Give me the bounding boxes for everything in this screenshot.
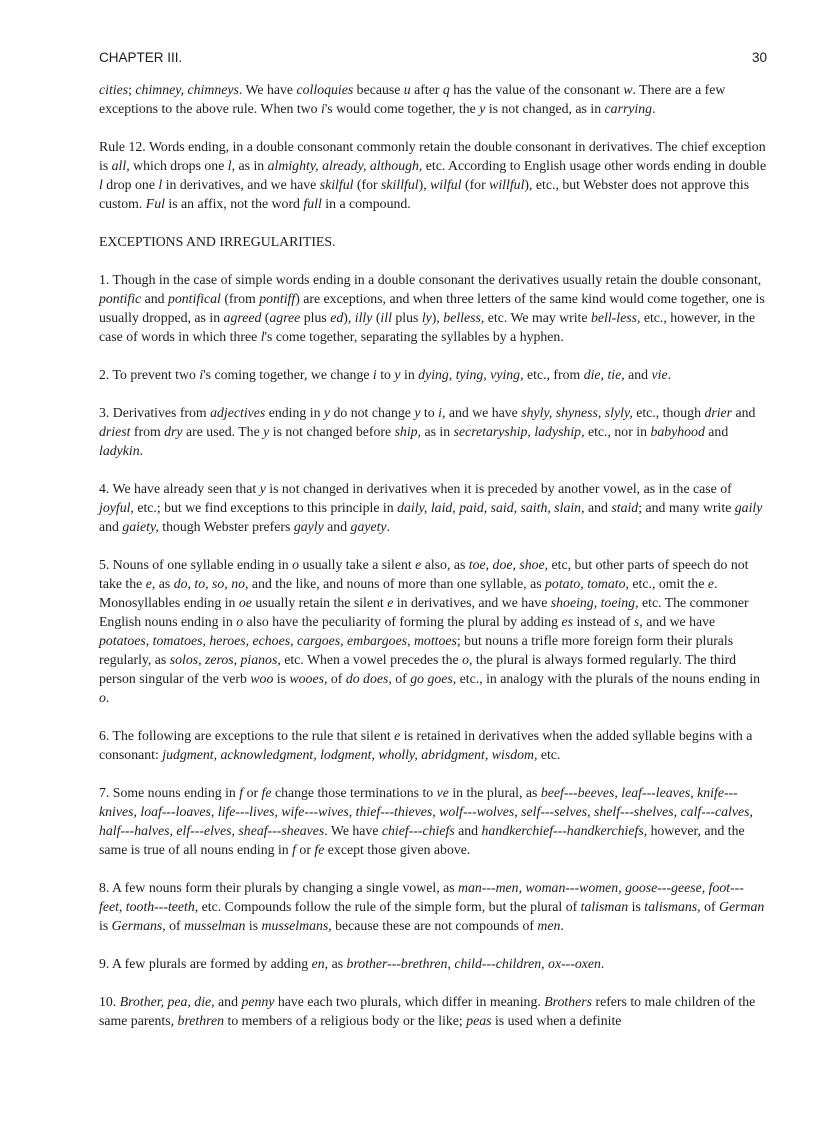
section-heading: EXCEPTIONS AND IRREGULARITIES. <box>99 234 336 249</box>
italic-term: penny <box>241 994 275 1009</box>
italic-term: skillful <box>381 177 419 192</box>
paragraph: 7. Some nouns ending in f or fe change those terminations to ve in the plural, as beef---beeves, leaf---leaves, knife---knives, loaf---loaves, life---lives, wife---wives, thief---thieves, wolf---wolves, self---selves, shelf---shelves, calf---calves, half---halves, elf---elves, sheaf---sheaves. We have chief---chiefs and handkerchief---handkerchiefs, however, and the same is true of all nouns ending in f or fe except those given above. <box>99 785 753 857</box>
paragraph: 4. We have already seen that y is not changed in derivatives when it is preceded by another vowel, as in the case of joyful, etc.; but we find exceptions to this principle in daily, laid, paid, said, saith, slain, and staid; and many write gaily and gaiety, though Webster prefers gayly and gayety. <box>99 481 763 534</box>
italic-term: willful <box>489 177 525 192</box>
italic-term: German <box>719 899 765 914</box>
italic-term: ed <box>330 310 344 325</box>
italic-term: pontifical <box>167 291 221 306</box>
italic-term: woo <box>250 671 274 686</box>
italic-term: Brothers <box>544 994 593 1009</box>
italic-term: i <box>199 367 204 382</box>
italic-term: gayety <box>350 519 387 534</box>
italic-term: o <box>99 690 106 705</box>
italic-term: toe, doe, shoe, <box>468 557 549 572</box>
italic-term: peas <box>466 1013 492 1028</box>
page-number: 30 <box>751 50 767 65</box>
italic-term: drier <box>704 405 733 420</box>
italic-term: driest <box>99 424 131 439</box>
italic-term: die, tie, <box>583 367 625 382</box>
paragraph: 9. A few plurals are formed by adding en, as brother---brethren, child---children, ox---oxen. <box>99 956 605 971</box>
italic-term: do, to, so, no, <box>173 576 249 591</box>
body-text <box>99 80 767 1030</box>
italic-term: Brother, pea, die, <box>119 994 215 1009</box>
italic-term: men <box>537 918 561 933</box>
italic-term: ship, <box>394 424 422 439</box>
italic-term: pontific <box>99 291 142 306</box>
italic-term: s, <box>633 614 643 629</box>
italic-term: gaily <box>734 500 763 515</box>
italic-term: ve <box>436 785 449 800</box>
italic-term: brother---brethren, child---children, ox---oxen <box>346 956 601 971</box>
italic-term: Germans, <box>111 918 166 933</box>
italic-term: chief---chiefs <box>381 823 455 838</box>
italic-term: dry <box>164 424 183 439</box>
paragraph: 10. Brother, pea, die, and penny have each two plurals, which differ in meaning. Brothers refers to male children of the same parents, brethren to members of a religious body or the like; peas is used when a definite <box>99 994 756 1028</box>
italic-term: Ful <box>145 196 165 211</box>
italic-term: w <box>623 82 633 97</box>
italic-term: fe <box>314 842 325 857</box>
italic-term: e <box>387 595 394 610</box>
italic-term: l, <box>227 158 236 173</box>
italic-term: illy <box>354 310 373 325</box>
italic-term: musselman <box>184 918 246 933</box>
italic-term: fe <box>261 785 272 800</box>
italic-term: judgment, acknowledgment, lodgment, wholly, abridgment, wisdom, <box>162 747 538 762</box>
italic-term: o <box>292 557 300 572</box>
italic-term: es <box>561 614 573 629</box>
italic-term: daily, laid, paid, said, saith, slain, <box>397 500 585 515</box>
italic-term: shyly, shyness, slyly, <box>521 405 633 420</box>
italic-term: e <box>707 576 715 591</box>
italic-term: oe <box>238 595 252 610</box>
italic-term: ill <box>380 310 392 325</box>
italic-term: potatoes, tomatoes, heroes, echoes, cargoes, embargoes, mottoes <box>99 633 457 648</box>
paragraph: cities; chimney, chimneys. We have colloquies because u after q has the value of the consonant w. There are a few exceptions to the above rule. When two i's would come together, the y is not changed, as in carrying. <box>99 82 726 116</box>
paragraph: 2. To prevent two i's coming together, we change i to y in dying, tying, vying, etc., from die, tie, and vie. <box>99 367 672 382</box>
italic-term: skilful <box>319 177 354 192</box>
italic-term: f <box>292 842 296 857</box>
italic-term: all, <box>111 158 130 173</box>
page <box>99 50 767 1049</box>
italic-term: handkerchief---handkerchiefs, <box>481 823 648 838</box>
italic-term: shoeing, toeing, <box>550 595 639 610</box>
italic-term: beef---beeves, leaf---leaves, knife---knives, loaf---loaves, life---lives, wife---wives, thief---thieves, wolf---wolves, self---selves, shelf---shelves, calf---calves, half---halves, elf---elves, sheaf---sheaves <box>99 785 753 838</box>
italic-term: ladykin <box>99 443 140 458</box>
italic-term: carrying <box>604 101 653 116</box>
italic-term: y <box>263 424 270 439</box>
paragraph: 1. Though in the case of simple words ending in a double consonant the derivatives usually retain the double consonant, pontific and pontifical (from pontiff) are exceptions, and when three letters of the same kind would come together, one is usually dropped, as in agreed (agree plus ed), illy (ill plus ly), belless, etc. We may write bell-less, etc., however, in the case of words in which three l's come together, separating the syllables by a hyphen. <box>99 272 765 344</box>
italic-term: y <box>259 481 266 496</box>
italic-term: colloquies <box>296 82 354 97</box>
italic-term: almighty, already, although, <box>267 158 423 173</box>
italic-term: joyful, <box>99 500 134 515</box>
italic-term: full <box>303 196 322 211</box>
italic-term: l <box>260 329 265 344</box>
italic-term: talismans, <box>644 899 701 914</box>
italic-term: agreed <box>223 310 262 325</box>
paragraph: 5. Nouns of one syllable ending in o usually take a silent e also, as toe, doe, shoe, etc, but other parts of speech do not take the e, as do, to, so, no, and the like, and nouns of more than one syllable, as potato, tomato, etc., omit the e. Monosyllables ending in oe usually retain the silent e in derivatives, and we have shoeing, toeing, etc. The commoner English nouns ending in o also have the peculiarity of forming the plural by adding es instead of s, and we have potatoes, tomatoes, heroes, echoes, cargoes, embargoes, mottoes; but nouns a trifle more foreign form their plurals regularly, as solos, zeros, pianos, etc. When a vowel precedes the o, the plural is always formed regularly. The third person singular of the verb woo is wooes, of do does, of go goes, etc., in analogy with the plurals of the nouns ending in o. <box>99 557 761 705</box>
running-head <box>99 50 767 72</box>
italic-term: adjectives <box>210 405 266 420</box>
italic-term: talisman <box>580 899 629 914</box>
italic-term: ly <box>421 310 432 325</box>
italic-term: f <box>239 785 244 800</box>
italic-term: l <box>99 177 103 192</box>
italic-term: y <box>394 367 401 382</box>
italic-term: chimney, chimneys <box>135 82 239 97</box>
italic-term: bell-less, <box>590 310 641 325</box>
italic-term: pontiff <box>259 291 296 306</box>
italic-term: cities <box>99 82 129 97</box>
italic-term: wooes, <box>289 671 328 686</box>
italic-term: secretaryship, ladyship, <box>453 424 585 439</box>
italic-term: i <box>438 405 442 420</box>
italic-term: do does, <box>345 671 392 686</box>
italic-term: dying, tying, vying, <box>418 367 524 382</box>
italic-term: q <box>442 82 450 97</box>
italic-term: babyhood <box>650 424 705 439</box>
paragraph: Rule 12. Words ending, in a double consonant commonly retain the double consonant in derivatives. The chief exception is all, which drops one l, as in almighty, already, although, etc. According to English usage other words ending in double l drop one l in derivatives, and we have skilful (for skillful), wilful (for willful), etc., but Webster does not approve this custom. Ful is an affix, not the word full in a compound. <box>99 139 767 211</box>
italic-term: y <box>414 405 421 420</box>
italic-term: vie <box>651 367 668 382</box>
italic-term: musselmans, <box>261 918 332 933</box>
italic-term: gaiety, <box>122 519 159 534</box>
italic-term: o <box>236 614 244 629</box>
italic-term: l <box>158 177 163 192</box>
paragraph: 8. A few nouns form their plurals by changing a single vowel, as man---men, woman---women, goose---geese, foot---feet, tooth---teeth, etc. Compounds follow the rule of the simple form, but the plural of talisman is talismans, of German is Germans, of musselman is musselmans, because these are not compounds of men. <box>99 880 765 933</box>
italic-term: u <box>403 82 411 97</box>
italic-term: solos, zeros, pianos, <box>169 652 281 667</box>
paragraph: 6. The following are exceptions to the rule that silent e is retained in derivatives when the added syllable begins with a consonant: judgment, acknowledgment, lodgment, wholly, abridgment, wisdom, etc. <box>99 728 753 762</box>
italic-term: staid <box>611 500 639 515</box>
italic-term: potato, tomato, <box>545 576 629 591</box>
italic-term: e, <box>145 576 156 591</box>
italic-term: brethren <box>177 1013 225 1028</box>
italic-term: en, <box>311 956 329 971</box>
italic-term: o, <box>462 652 473 667</box>
chapter-title: CHAPTER III. <box>99 50 183 65</box>
italic-term: wilful <box>430 177 462 192</box>
italic-term: y <box>323 405 331 420</box>
italic-term: man---men, woman---women, goose---geese, foot---feet, tooth---teeth, <box>99 880 744 914</box>
italic-term: go goes, <box>410 671 457 686</box>
italic-term: i <box>320 101 325 116</box>
italic-term: i <box>372 367 377 382</box>
paragraph: 3. Derivatives from adjectives ending in y do not change y to i, and we have shyly, shyness, slyly, etc., though drier and driest from dry are used. The y is not changed before ship, as in secretaryship, ladyship, etc., nor in babyhood and ladykin. <box>99 405 756 458</box>
italic-term: gayly <box>293 519 324 534</box>
italic-term: belless, <box>443 310 485 325</box>
italic-term: y <box>479 101 486 116</box>
italic-term: e <box>394 728 401 743</box>
italic-term: e <box>415 557 422 572</box>
italic-term: agree <box>269 310 301 325</box>
